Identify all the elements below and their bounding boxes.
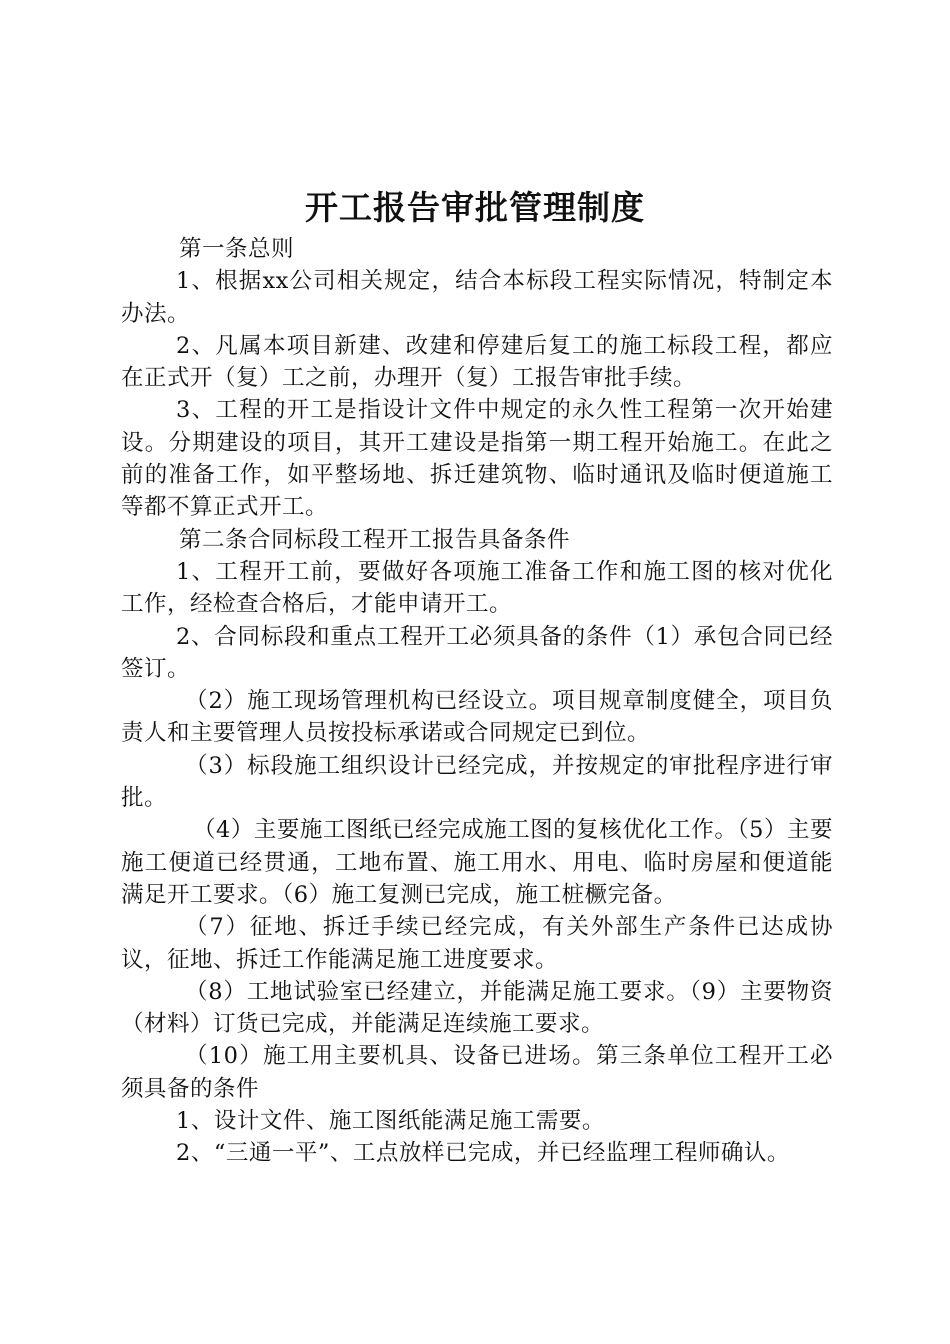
document-title: 开工报告审批管理制度 <box>305 188 645 227</box>
paragraph: （3）标段施工组织设计已经完成，并按规定的审批程序进行审批。 <box>121 752 833 812</box>
paragraph: 2、凡属本项目新建、改建和停建后复工的施工标段工程，都应在正式开（复）工之前，办理开（复）工报告审批手续。 <box>121 332 833 392</box>
paragraph: 2、“三通一平”、工点放样已完成，并已经监理工程师确认。 <box>176 1140 790 1167</box>
paragraph: 1、根据xx公司相关规定，结合本标段工程实际情况，特制定本办法。 <box>121 268 833 327</box>
paragraph: （8）工地试验室已经建立，并能满足施工要求。（9）主要物资（材料）订货已完成，并能满足连续施工要求。 <box>121 978 833 1038</box>
paragraph: 1、设计文件、施工图纸能满足施工需要。 <box>176 1108 605 1135</box>
section-heading-general: 第一条总则 <box>179 236 295 262</box>
paragraph: 1、工程开工前，要做好各项施工准备工作和施工图的核对优化工作，经检查合格后，才能申请开工。 <box>121 558 833 618</box>
document-body <box>121 233 833 1170</box>
section-heading-conditions: 第二条合同标段工程开工报告具备条件 <box>179 526 571 553</box>
paragraph: （10）施工用主要机具、设备已进场。第三条单位工程开工必须具备的条件 <box>121 1043 833 1102</box>
paragraph: 3、工程的开工是指设计文件中规定的永久性工程第一次开始建设。分期建设的项目，其开工建设是指第一期工程开始施工。在此之前的准备工作，如平整场地、拆迁建筑物、临时通讯及临时便道施工等都不算正式开工。 <box>121 397 833 521</box>
paragraph: （2）施工现场管理机构已经设立。项目规章制度健全，项目负责人和主要管理人员按投标承诺或合同规定已到位。 <box>121 688 833 747</box>
paragraph: 2、合同标段和重点工程开工必须具备的条件（1）承包合同已经签订。 <box>121 623 833 682</box>
paragraph: （4）主要施工图纸已经完成施工图的复核优化工作。（5）主要施工便道已经贯通，工地布置、施工用水、用电、临时房屋和便道能满足开工要求。（6）施工复测已完成，施工桩橛完备。 <box>121 817 833 908</box>
paragraph: （7）征地、拆迁手续已经完成，有关外部生产条件已达成协议，征地、拆迁工作能满足施工进度要求。 <box>121 914 833 973</box>
